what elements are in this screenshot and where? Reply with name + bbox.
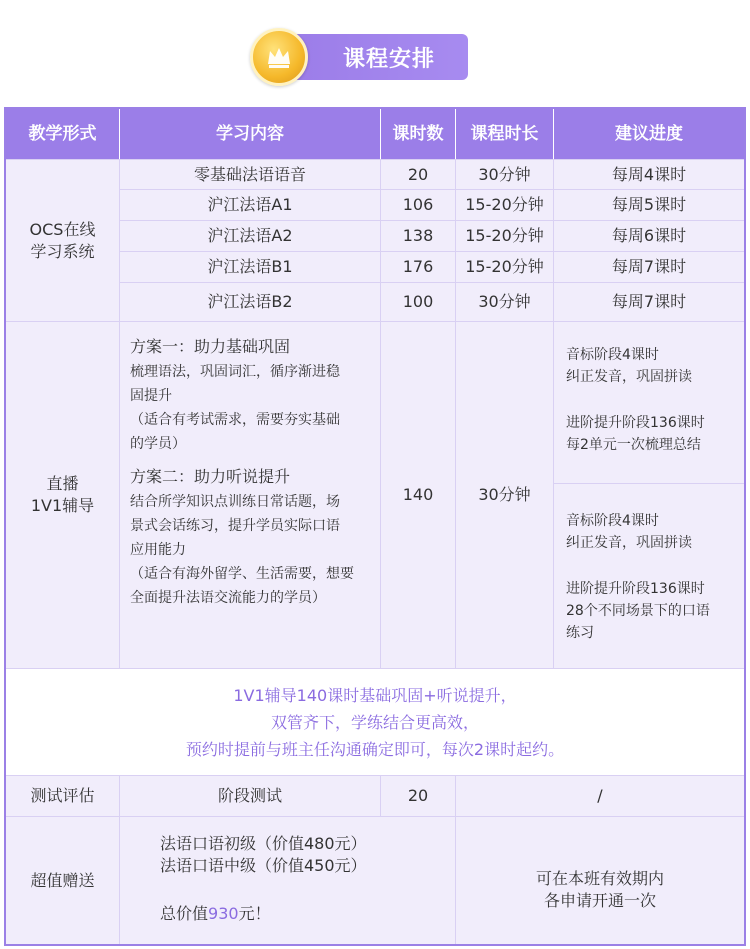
gift-total-value: 930 <box>208 904 239 923</box>
live-label-cell <box>6 322 119 668</box>
section-title-pill <box>280 34 468 80</box>
live-label-line1: 直播 <box>46 474 79 493</box>
header-progress: 建议进度 <box>554 109 744 159</box>
ocs-row-duration: 30分钟 <box>456 160 553 189</box>
promo-line: 1V1辅导140课时基础巩固+听说提升， <box>233 685 517 705</box>
grid-line <box>6 668 744 669</box>
ocs-label-line2: 学习系统 <box>30 241 95 261</box>
progress2-line: 进阶提升阶段136课时 <box>566 581 705 597</box>
header-format: 教学形式 <box>6 109 119 159</box>
ocs-row-hours: 20 <box>381 160 455 189</box>
test-label: 测试评估 <box>6 776 119 816</box>
plan2-note-line: （适合有海外留学、生活需要，想要 <box>130 566 354 582</box>
plan2-note-line: 全面提升法语交流能力的学员） <box>130 590 326 606</box>
ocs-row-progress: 每周4课时 <box>554 160 744 189</box>
ocs-row-progress: 每周5课时 <box>554 190 744 220</box>
ocs-row-progress: 每周7课时 <box>554 252 744 282</box>
grid-line <box>119 189 744 190</box>
plan1-body-line: 梳理语法，巩固词汇，循序渐进稳 <box>130 364 340 380</box>
course-schedule-table <box>4 107 746 946</box>
ocs-row-progress: 每周7课时 <box>554 283 744 321</box>
promo-banner <box>6 669 744 775</box>
gift-total-prefix: 总价值 <box>160 904 209 923</box>
progress1-line: 每2单元一次梳理总结 <box>566 437 701 453</box>
live-plans-cell <box>120 322 380 668</box>
grid-line <box>119 159 120 669</box>
grid-line <box>119 282 744 283</box>
live-duration: 30分钟 <box>456 322 553 668</box>
section-title-text: 课程安排 <box>342 46 435 72</box>
gift-total-suffix: 元！ <box>238 904 271 923</box>
plan2-body-line: 景式会话练习，提升学员实际口语 <box>130 518 340 534</box>
progress2-line: 纠正发音，巩固拼读 <box>566 535 692 551</box>
ocs-row-content: 沪江法语B1 <box>120 252 380 282</box>
ocs-row-progress: 每周6课时 <box>554 221 744 251</box>
header-content: 学习内容 <box>120 109 380 159</box>
gift-label: 超值赠送 <box>6 817 119 944</box>
test-content: 阶段测试 <box>120 776 380 816</box>
live-progress-plan2 <box>554 484 744 668</box>
ocs-row-content: 沪江法语A2 <box>120 221 380 251</box>
gift-note-line: 可在本班有效期内 <box>535 868 664 888</box>
header-hours: 课时数 <box>381 109 455 159</box>
grid-line <box>6 816 744 817</box>
gift-items-cell <box>120 817 455 944</box>
ocs-row-hours: 106 <box>381 190 455 220</box>
section-title <box>250 28 470 86</box>
gift-item: 法语口语中级（价值450元） <box>160 856 367 875</box>
gift-total <box>160 903 271 925</box>
grid-line <box>553 159 554 669</box>
live-label-line2: 1V1辅导 <box>30 496 95 515</box>
ocs-row-hours: 138 <box>381 221 455 251</box>
progress2-line: 练习 <box>566 625 594 641</box>
ocs-row-content: 沪江法语A1 <box>120 190 380 220</box>
grid-line <box>6 159 744 160</box>
plan2-body-line: 应用能力 <box>130 542 186 558</box>
promo-line: 双管齐下，学练结合更高效， <box>270 712 479 732</box>
test-hours: 20 <box>381 776 455 816</box>
grid-line <box>119 109 120 159</box>
live-hours: 140 <box>381 322 455 668</box>
plan1-note-line: 的学员） <box>130 436 186 452</box>
grid-line <box>119 775 120 944</box>
ocs-label-line1: OCS在线 <box>29 219 96 239</box>
gift-note-line: 各申请开通一次 <box>543 890 656 910</box>
ocs-row-duration: 30分钟 <box>456 283 553 321</box>
plan2-title: 方案二：助力听说提升 <box>130 467 291 486</box>
test-other: / <box>456 776 744 816</box>
ocs-row-duration: 15-20分钟 <box>456 252 553 282</box>
progress1-line: 进阶提升阶段136课时 <box>566 415 705 431</box>
grid-line <box>553 483 744 484</box>
grid-line <box>6 775 744 776</box>
grid-line <box>455 109 456 159</box>
plan1-title: 方案一：助力基础巩固 <box>130 337 291 356</box>
grid-line <box>380 109 381 159</box>
progress1-line: 纠正发音，巩固拼读 <box>566 369 692 385</box>
grid-line <box>119 251 744 252</box>
gift-item: 法语口语初级（价值480元） <box>160 834 367 853</box>
crown-medal-icon <box>250 28 308 86</box>
gift-note-cell <box>456 817 744 944</box>
progress2-line: 音标阶段4课时 <box>566 513 659 529</box>
plan1-body-line: 固提升 <box>130 388 172 404</box>
promo-line: 预约时提前与班主任沟通确定即可，每次2课时起约。 <box>185 739 565 759</box>
ocs-row-hours: 100 <box>381 283 455 321</box>
grid-line <box>6 321 744 322</box>
grid-line <box>455 775 456 944</box>
ocs-row-content: 沪江法语B2 <box>120 283 380 321</box>
ocs-row-duration: 15-20分钟 <box>456 190 553 220</box>
header-duration: 课程时长 <box>456 109 553 159</box>
grid-line <box>380 775 381 816</box>
progress1-line: 音标阶段4课时 <box>566 347 659 363</box>
grid-line <box>553 109 554 159</box>
grid-line <box>119 220 744 221</box>
ocs-row-duration: 15-20分钟 <box>456 221 553 251</box>
plan1-note-line: （适合有考试需求，需要夯实基础 <box>130 412 340 428</box>
ocs-label-cell <box>6 160 119 321</box>
ocs-row-hours: 176 <box>381 252 455 282</box>
grid-line <box>455 159 456 669</box>
live-progress-plan1 <box>554 322 744 483</box>
plan2-body-line: 结合所学知识点训练日常话题，场 <box>130 494 340 510</box>
progress2-line: 28个不同场景下的口语 <box>566 603 710 619</box>
grid-line <box>380 159 381 669</box>
ocs-row-content: 零基础法语语音 <box>120 160 380 189</box>
